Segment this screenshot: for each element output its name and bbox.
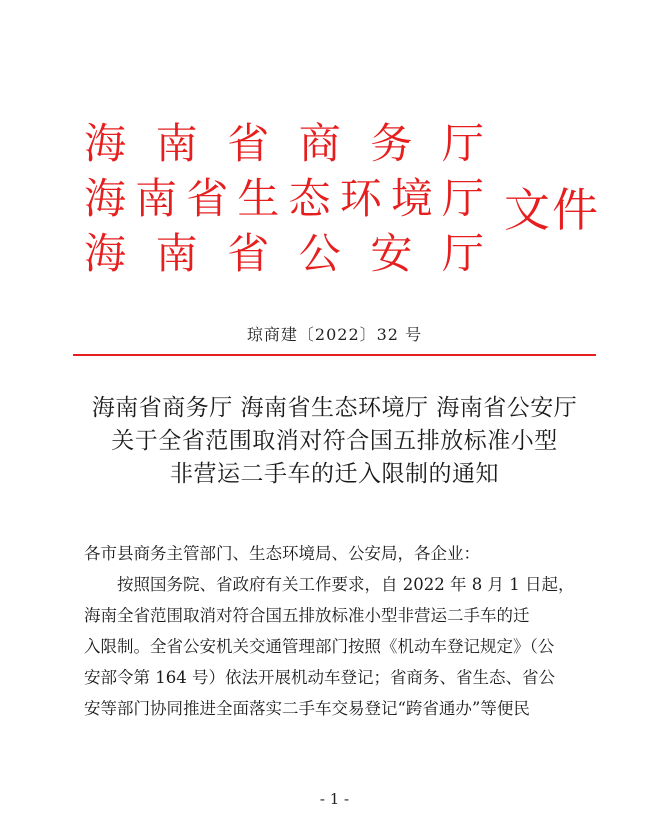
- header-char: 商: [298, 119, 341, 168]
- header-char: 省: [186, 174, 229, 223]
- red-divider-line: [73, 354, 596, 356]
- header-char: 省: [227, 119, 270, 168]
- header-char: 南: [155, 119, 198, 168]
- title-line: 非营运二手车的迁入限制的通知: [170, 461, 499, 487]
- header-agency-security: [84, 228, 484, 280]
- header-agency-commerce: [84, 118, 484, 170]
- header-char: 环: [339, 174, 382, 223]
- header-char: 南: [135, 174, 178, 223]
- salutation: [84, 538, 604, 569]
- header-char: 海: [84, 119, 127, 168]
- title-line: 关于全省范围取消对符合国五排放标准小型: [111, 428, 558, 454]
- paragraph-line: 安等部门协同推进全面落实二手车交易登记“跨省通办”等便民: [84, 699, 530, 718]
- paragraph-line: 安部令第 164 号）依法开展机动车登记；省商务、省生态、省公: [84, 668, 555, 687]
- title-line: 海南省商务厅 海南省生态环境厅 海南省公安厅: [91, 395, 578, 421]
- page-number: - 1 -: [319, 790, 350, 808]
- header-char: 公: [298, 229, 341, 278]
- paragraph-line: 入限制。全省公安机关交通管理部门按照《机动车登记规定》（公: [84, 637, 555, 656]
- issuing-agencies-header: [84, 118, 604, 288]
- document-number: 琼商建〔2022〕32 号: [246, 325, 423, 344]
- paragraph-line: 海南全省范围取消对符合国五排放标准小型非营运二手车的迁: [84, 606, 530, 625]
- header-char: 南: [155, 229, 198, 278]
- header-char: 态: [288, 174, 331, 223]
- header-char: 厅: [441, 174, 484, 223]
- paragraph-line: 按照国务院、省政府有关工作要求，自 2022 年 8 月 1 日起，: [84, 575, 575, 594]
- header-char: 生: [237, 174, 280, 223]
- header-char: 海: [84, 229, 127, 278]
- header-char: 境: [390, 174, 433, 223]
- body-paragraph: [84, 569, 604, 724]
- header-char: 厅: [441, 119, 484, 168]
- header-char: 省: [227, 229, 270, 278]
- header-agency-ecology: [84, 173, 484, 225]
- header-document-suffix: 文件: [504, 183, 600, 237]
- salutation-text: 各市县商务主管部门、生态环境局、公安局，各企业：: [84, 544, 480, 563]
- document-title: [0, 392, 669, 491]
- header-char: 厅: [441, 229, 484, 278]
- header-char: 安: [370, 229, 413, 278]
- header-char: 务: [370, 119, 413, 168]
- header-char: 海: [84, 174, 127, 223]
